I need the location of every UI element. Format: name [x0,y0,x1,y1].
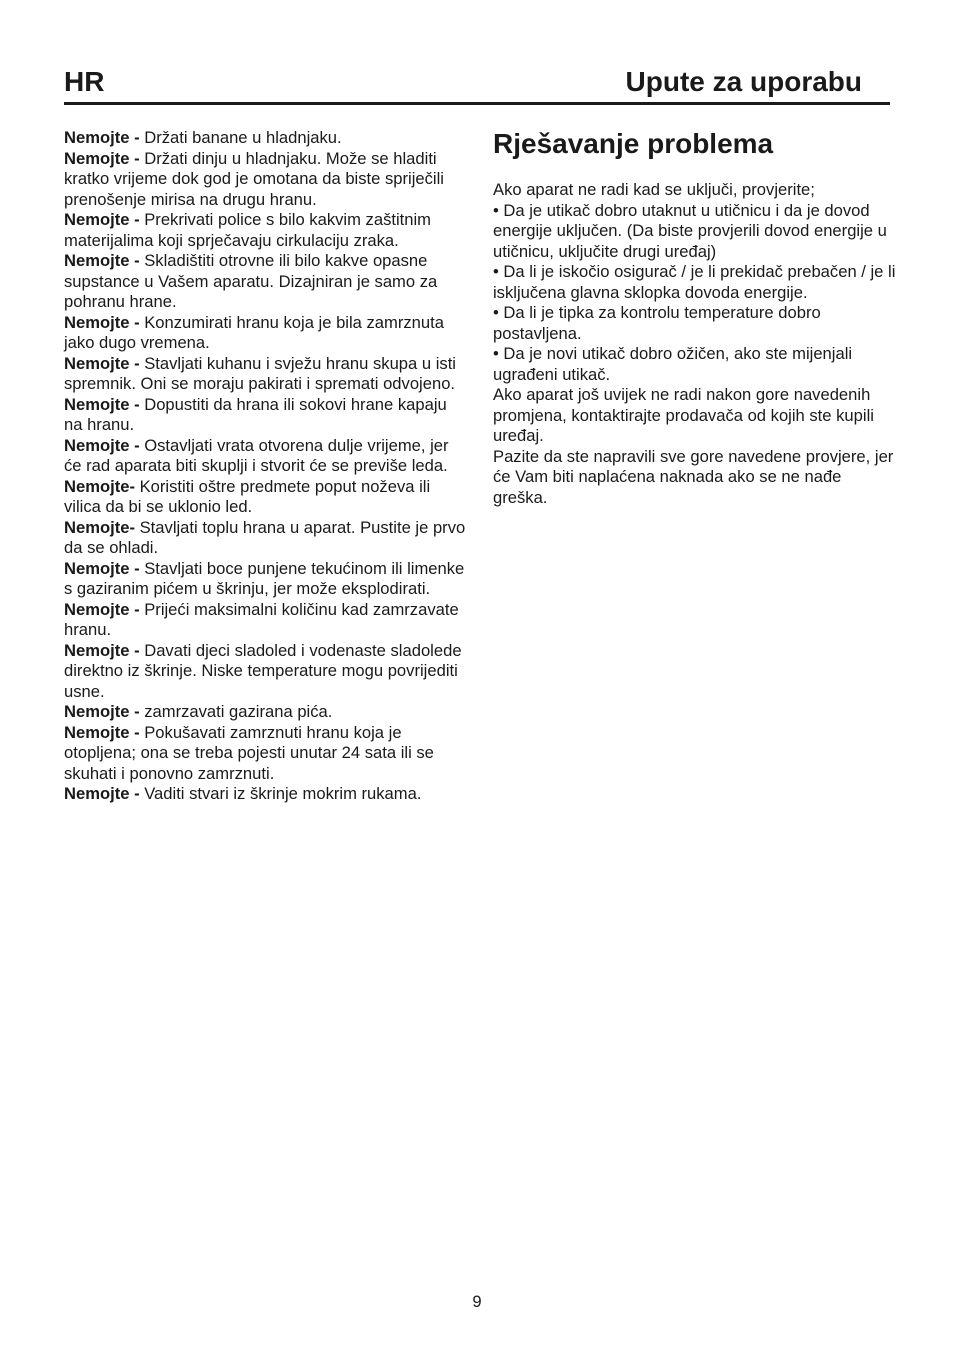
warning-label: Nemojte - [64,353,140,373]
warning-item [64,210,468,251]
warning-text: Dopustiti da hrana ili sokovi hrane kapaju na hranu. [64,394,447,434]
warning-label: Nemojte - [64,702,140,721]
warning-text: Skladištiti otrovne ili bilo kakve opasne supstance u Vašem aparatu. Dizajniran je samo za pohranu hrane. [64,251,438,311]
warning-text: Ostavljati vrata otvorena dulje vrijeme, jer će rad aparata biti skuplji i stvorit će se previše leda. [64,435,449,475]
warning-label: Nemojte - [64,722,140,742]
warning-label: Nemojte - [64,435,140,455]
warning-item [64,313,468,354]
warning-label: Nemojte - [64,312,140,332]
warning-label: Nemojte - [64,558,140,578]
warning-label: Nemojte - [64,784,140,803]
warning-text: Stavljati toplu hrana u aparat. Pustite je prvo da se ohladi. [64,517,466,557]
warning-item [64,641,468,703]
warning-text: Stavljati kuhanu i svježu hranu skupa u isti spremnik. Oni se moraju pakirati i spremati odvojeno. [64,353,456,393]
language-code: HR [64,66,105,97]
warning-item [64,251,468,313]
troubleshooting-line: Ako aparat još uvijek ne radi nakon gore navedenih promjena, kontaktirajte prodavača od kojih ste kupili uređaj. [493,385,874,445]
warning-label: Nemojte- [64,476,135,496]
warning-item [64,395,468,436]
warning-item [64,436,468,477]
troubleshooting-line: • Da je novi utikač dobro ožičen, ako ste mijenjali ugrađeni utikač. [493,344,853,384]
troubleshooting-line: Pazite da ste napravili sve gore navedene provjere, jer će Vam biti naplaćena naknada ako se ne nađe greška. [493,446,894,507]
document-title: Upute za uporabu [625,66,862,97]
warning-label: Nemojte - [64,148,140,168]
warning-text: Vaditi stvari iz škrinje mokrim rukama. [139,784,422,803]
warning-item [64,600,468,641]
warning-text: Stavljati boce punjene tekućinom ili limenke s gaziranim pićem u škrinju, jer može eksplodirati. [64,558,465,598]
warnings-column [64,128,468,805]
warning-text: Davati djeci sladoled i vodenaste sladolede direktno iz škrinje. Niske temperature mogu povrijediti usne. [64,640,462,701]
warning-label: Nemojte - [64,128,140,147]
troubleshooting-line: • Da li je iskočio osigurač / je li prekidač prebačen / je li isključena glavna sklopka dovoda energije. [493,262,896,302]
page-number: 9 [472,1292,482,1311]
warning-label: Nemojte - [64,251,140,270]
warning-item [64,354,468,395]
troubleshooting-line: • Da je utikač dobro utaknut u utičnicu i da je dovod energije uključen. (Da biste provjerili dovod energije u utičnicu, uključite drugi uređaj) [493,200,887,261]
warning-text: Držati dinju u hladnjaku. Može se hladiti kratko vrijeme dok god je omotana da biste spriječili prenošenje mirisa na drugu hranu. [64,148,444,209]
troubleshooting-line: Ako aparat ne radi kad se uključi, provjerite; [493,180,815,199]
warning-label: Nemojte - [64,640,140,660]
warning-label: Nemojte - [64,394,140,414]
warning-text: Držati banane u hladnjaku. [139,128,342,147]
warning-label: Nemojte - [64,210,140,229]
warning-item [64,128,468,149]
warning-item [64,518,468,559]
warning-text: Pokušavati zamrznuti hranu koja je otopljena; ona se treba pojesti unutar 24 sata ili se skuhati i ponovno zamrznuti. [64,722,434,783]
warning-label: Nemojte - [64,599,140,619]
warning-item [64,784,468,805]
section-title: Rješavanje problema [493,128,774,159]
warning-item [64,723,468,785]
warning-item [64,559,468,600]
warning-text: zamrzavati gazirana pića. [139,702,333,721]
warning-text: Koristiti oštre predmete poput noževa ili vilica da bi se uklonio led. [64,476,431,516]
warning-item [64,477,468,518]
troubleshooting-column [493,126,897,508]
warning-item [64,149,468,211]
troubleshooting-line: • Da li je tipka za kontrolu temperature dobro postavljena. [493,303,821,343]
warning-text: Prekrivati police s bilo kakvim zaštitnim materijalima koji sprječavaju cirkulaciju zraka. [64,210,432,250]
warning-label: Nemojte- [64,517,135,537]
page-header [64,64,890,105]
warning-text: Prijeći maksimalni količinu kad zamrzavate hranu. [64,599,459,639]
warning-text: Konzumirati hranu koja je bila zamrznuta jako dugo vremena. [64,312,444,352]
warning-item [64,702,468,723]
